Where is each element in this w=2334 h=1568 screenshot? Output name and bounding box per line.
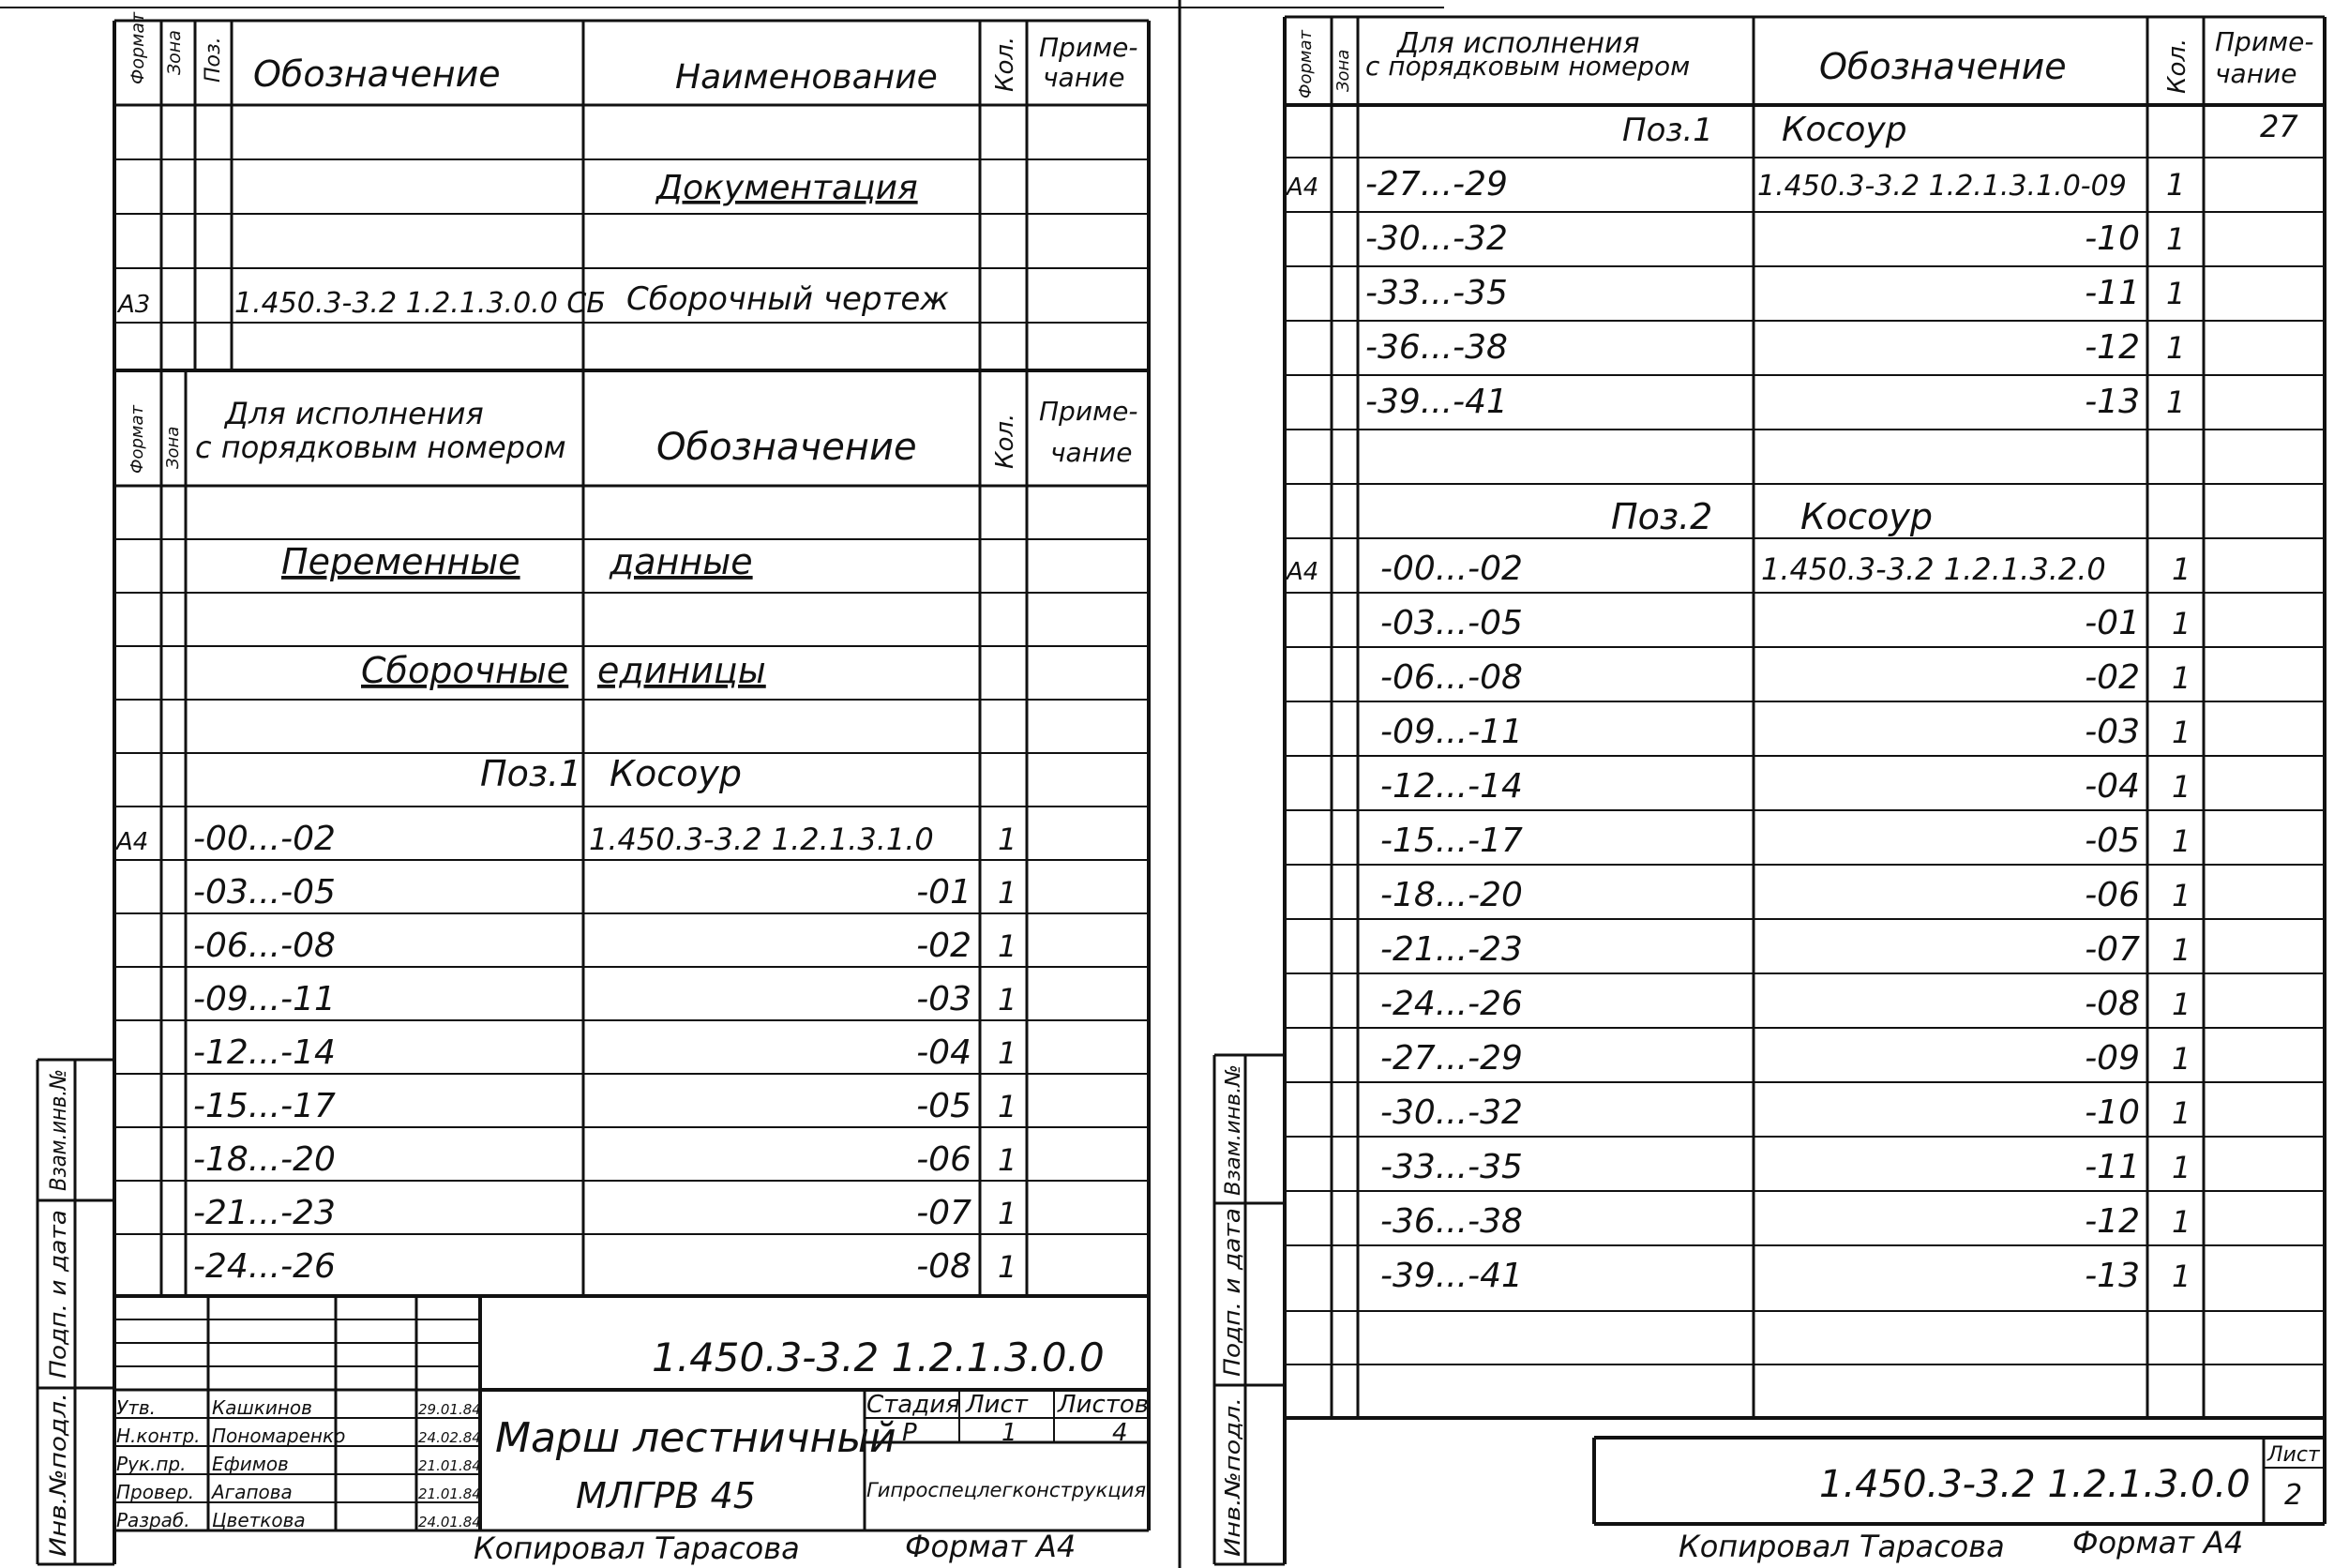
row-range: -15...-17 <box>1380 822 1523 860</box>
role-name: Пономаренко <box>212 1425 346 1447</box>
doc-format: А3 <box>118 291 151 319</box>
role-title: Н.контр. <box>116 1425 201 1447</box>
col-designation-header: Обозначение <box>1819 46 2067 87</box>
side-label-inventory: Инв.№подл. <box>1222 1427 1245 1557</box>
row-qty: 1 <box>2172 1041 2191 1077</box>
var-exec-header: Для исполнения <box>225 396 484 431</box>
col-note-header-2: чание <box>1043 62 1125 93</box>
role-title: Утв. <box>116 1396 156 1419</box>
row-designation: -10 <box>2085 1093 2140 1132</box>
role-title: Разраб. <box>116 1509 190 1531</box>
pos2-name: Косоур <box>1800 496 1933 537</box>
assembly-units-title-2: единицы <box>597 650 766 691</box>
sheet2 <box>1219 26 2321 1564</box>
row-qty: 1 <box>2172 1204 2191 1240</box>
doc-designation: 1.450.3-3.2 1.2.1.3.0.0 СБ <box>234 287 606 320</box>
row-range: -03...-05 <box>193 873 336 912</box>
role-date: 21.01.84 <box>418 1485 481 1502</box>
row-qty: 1 <box>998 928 1017 964</box>
row-range: -33...-35 <box>1365 274 1508 312</box>
var-designation-header: Обозначение <box>656 426 917 469</box>
copied-by: Копировал Тарасова <box>474 1530 800 1566</box>
row-range: -21...-23 <box>1380 930 1523 969</box>
row-range: -06...-08 <box>193 927 336 965</box>
row-qty: 1 <box>2166 221 2186 257</box>
doc-number: 1.450.3-3.2 1.2.1.3.0.0 <box>1819 1463 2251 1506</box>
role-name: Цветкова <box>212 1509 306 1531</box>
row-range: -24...-26 <box>1380 985 1523 1023</box>
row-qty: 1 <box>2172 878 2191 913</box>
role-title: Рук.пр. <box>116 1453 187 1475</box>
row-designation: -07 <box>916 1194 971 1232</box>
row-qty: 1 <box>2172 1095 2191 1131</box>
pos2-format: А4 <box>1287 558 1319 586</box>
row-range: -00...-02 <box>193 820 336 858</box>
row-range: -18...-20 <box>1380 876 1523 914</box>
role-date: 21.01.84 <box>418 1457 481 1474</box>
side-label-inventory: Инв.№подл. <box>45 1415 71 1557</box>
row-qty: 1 <box>2166 276 2186 311</box>
row-qty: 1 <box>2172 551 2191 587</box>
col-format-header: Формат <box>128 11 148 84</box>
row-range: -21...-23 <box>193 1194 336 1232</box>
format-label: Формат А4 <box>2072 1525 2244 1560</box>
doc-name: Сборочный чертеж <box>626 280 949 318</box>
col-qty-header: Кол. <box>2163 38 2191 94</box>
row-range: -33...-35 <box>1380 1148 1523 1186</box>
pos1-label: Поз.1 <box>1622 112 1713 149</box>
col-exec-header-2: с порядковым номером <box>1365 51 1691 82</box>
row-qty: 1 <box>2172 606 2191 641</box>
row-range: -09...-11 <box>193 980 336 1018</box>
row-range: -03...-05 <box>1380 604 1523 642</box>
col-zone-header: Зона <box>1333 49 1353 92</box>
row-qty: 1 <box>998 875 1017 911</box>
row-qty: 1 <box>2172 660 2191 696</box>
row-range: -36...-38 <box>1380 1202 1523 1241</box>
role-date: 24.02.84 <box>418 1429 481 1446</box>
sheets-value: 4 <box>1112 1419 1128 1447</box>
role-title: Провер. <box>116 1481 195 1503</box>
row-designation: -04 <box>916 1033 971 1072</box>
sheet1 <box>45 11 1149 1566</box>
sheet2-pos2-rows <box>1380 550 2191 1295</box>
row-range: -24...-26 <box>193 1247 336 1286</box>
side-label-replacement: Взам.инв.№ <box>1222 1068 1245 1196</box>
role-name: Ефимов <box>212 1453 289 1475</box>
side-label-signature-date: Подп. и дата <box>1219 1223 1245 1377</box>
pos1-label: Поз.1 <box>480 753 582 794</box>
col-note-header: Приме- <box>2215 26 2314 57</box>
col-qty-header: Кол. <box>991 36 1019 92</box>
row-designation: -11 <box>2085 1148 2140 1186</box>
col-name-header: Наименование <box>675 58 938 97</box>
var-format-header: Формат <box>128 404 147 474</box>
row-qty: 1 <box>2172 823 2191 859</box>
row-qty: 1 <box>2172 1259 2191 1294</box>
row-designation: -09 <box>2085 1039 2140 1078</box>
variable-data-title-2: данные <box>610 541 753 582</box>
stage-label: Стадия <box>866 1391 960 1419</box>
row-designation: -03 <box>2085 713 2140 751</box>
row-designation: -13 <box>2085 383 2140 421</box>
row-range: -06...-08 <box>1380 658 1523 697</box>
row-designation: -01 <box>2085 604 2140 642</box>
sheet1-pos1-rows <box>193 820 1016 1286</box>
row-designation: -03 <box>916 980 971 1018</box>
col-pos-header: Поз. <box>202 37 225 83</box>
var-exec-header-2: с порядковым номером <box>195 430 566 465</box>
pos1-name: Косоур <box>1782 111 1907 149</box>
doc-number: 1.450.3-3.2 1.2.1.3.0.0 <box>652 1334 1105 1380</box>
role-name: Агапова <box>212 1481 293 1503</box>
row-qty: 1 <box>2166 384 2186 420</box>
row-designation: -05 <box>916 1087 971 1125</box>
sheet2-pos1-rows <box>1365 165 2185 421</box>
row-designation: -06 <box>2085 876 2140 914</box>
row-range: -00...-02 <box>1380 550 1523 588</box>
drawing-title-2: МЛГРВ 45 <box>576 1475 756 1516</box>
col-zone-header: Зона <box>164 30 185 75</box>
organization: Гипроспецлегконструкция <box>866 1479 1146 1501</box>
row-designation: -02 <box>916 927 971 965</box>
row-qty: 1 <box>998 1249 1017 1285</box>
drawing-title: Марш лестничный <box>495 1414 896 1462</box>
var-note-header-2: чание <box>1050 437 1133 468</box>
row-qty: 1 <box>998 822 1017 857</box>
row-qty: 1 <box>2166 330 2186 366</box>
row-qty: 1 <box>998 1142 1017 1178</box>
row-designation: -11 <box>2085 274 2140 312</box>
row-range: -27...-29 <box>1380 1039 1523 1078</box>
row-range: -39...-41 <box>1380 1257 1523 1295</box>
row-range: -39...-41 <box>1365 383 1508 421</box>
sheets-label: Листов <box>1058 1391 1150 1419</box>
row-designation: 1.450.3-3.2 1.2.1.3.2.0 <box>1761 551 2106 587</box>
row-range: -27...-29 <box>1365 165 1508 204</box>
pos1-name: Косоур <box>610 753 742 794</box>
row-qty: 1 <box>2166 167 2186 203</box>
row-designation: -01 <box>916 873 971 912</box>
assembly-units-title: Сборочные <box>361 650 569 691</box>
row-range: -36...-38 <box>1365 328 1508 367</box>
row-designation: -13 <box>2085 1257 2140 1295</box>
side-label-replacement: Взам.инв.№ <box>45 1052 71 1191</box>
sheet-value: 1 <box>1001 1419 1017 1447</box>
row-designation: -12 <box>2085 328 2140 367</box>
pos1-format: А4 <box>1287 173 1319 202</box>
row-qty: 1 <box>998 1035 1017 1071</box>
sheet-value: 2 <box>2284 1479 2303 1512</box>
pos1-note: 27 <box>2260 109 2298 144</box>
row-designation: -08 <box>916 1247 971 1286</box>
row-range: -12...-14 <box>193 1033 336 1072</box>
row-designation: -04 <box>2085 767 2140 806</box>
row-qty: 1 <box>998 1089 1017 1124</box>
var-zone-header: Зона <box>163 426 183 469</box>
row-designation: -08 <box>2085 985 2140 1023</box>
row-range: -30...-32 <box>1365 219 1508 258</box>
row-designation: 1.450.3-3.2 1.2.1.3.1.0 <box>589 822 934 857</box>
row-designation: -07 <box>2085 930 2140 969</box>
role-date: 24.01.84 <box>418 1514 481 1530</box>
format-label: Формат А4 <box>905 1529 1077 1564</box>
col-format-header: Формат <box>1296 29 1316 98</box>
row-designation: 1.450.3-3.2 1.2.1.3.1.0-09 <box>1757 170 2127 203</box>
row-qty: 1 <box>998 982 1017 1018</box>
row-qty: 1 <box>2172 1150 2191 1185</box>
row-range: -15...-17 <box>193 1087 336 1125</box>
col-note-header-2: чание <box>2215 58 2297 89</box>
row-qty: 1 <box>2172 987 2191 1022</box>
row-qty: 1 <box>2172 769 2191 805</box>
side-label-signature-date: Подп. и дата <box>45 1225 71 1379</box>
role-date: 29.01.84 <box>418 1401 481 1418</box>
var-note-header: Приме- <box>1039 396 1138 427</box>
row-designation: -06 <box>916 1140 971 1179</box>
var-qty-header: Кол. <box>991 413 1019 469</box>
row-designation: -02 <box>2085 658 2140 697</box>
row-range: -18...-20 <box>193 1140 336 1179</box>
signature-roles <box>116 1396 481 1531</box>
row-designation: -10 <box>2085 219 2140 258</box>
pos1-format: А4 <box>116 828 149 856</box>
col-exec-header: Для исполнения <box>1397 27 1640 60</box>
row-qty: 1 <box>998 1196 1017 1231</box>
role-name: Кашкинов <box>212 1396 312 1419</box>
sheet-label: Лист <box>2267 1443 2320 1467</box>
pos2-label: Поз.2 <box>1611 496 1713 537</box>
row-range: -09...-11 <box>1380 713 1523 751</box>
copied-by: Копировал Тарасова <box>1679 1529 2005 1564</box>
col-designation-header: Обозначение <box>253 53 501 95</box>
row-range: -12...-14 <box>1380 767 1523 806</box>
row-designation: -12 <box>2085 1202 2140 1241</box>
row-qty: 1 <box>2172 715 2191 750</box>
col-note-header: Приме- <box>1039 32 1138 63</box>
sheet-label: Лист <box>966 1391 1028 1419</box>
row-designation: -05 <box>2085 822 2140 860</box>
stage-value: Р <box>902 1419 917 1447</box>
row-qty: 1 <box>2172 932 2191 968</box>
row-range: -30...-32 <box>1380 1093 1523 1132</box>
section-title-documentation: Документация <box>656 169 918 207</box>
variable-data-title: Переменные <box>281 541 520 582</box>
